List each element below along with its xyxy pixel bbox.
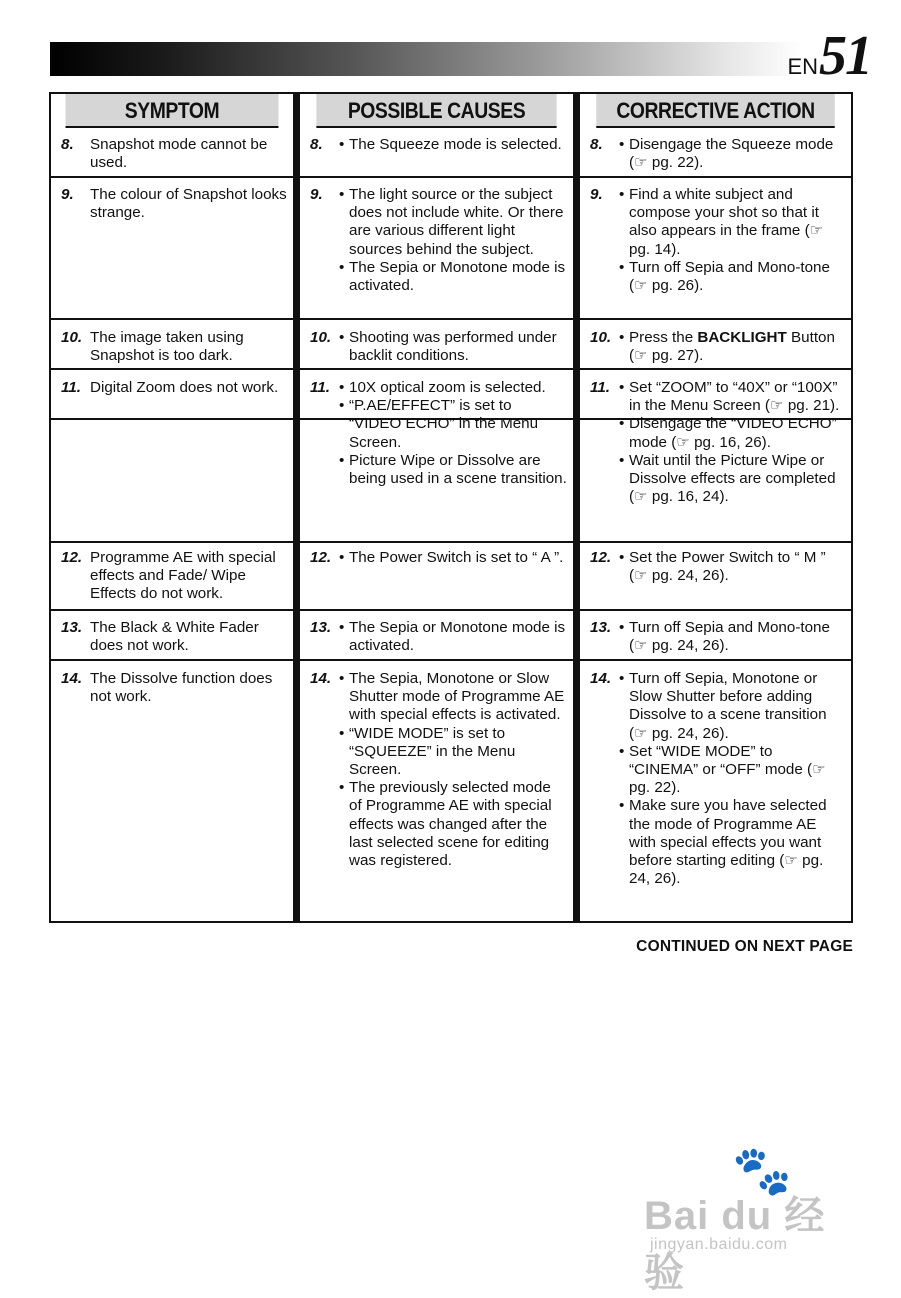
symptom-cell	[61, 329, 287, 365]
actions-list	[619, 329, 845, 365]
action-item: • Turn off Sepia and Mono-tone (☞ pg. 24, 26).	[619, 619, 845, 655]
cause-item: • The Sepia or Monotone mode is activated.	[339, 259, 567, 295]
row-number: 12.	[61, 549, 83, 566]
action-item: • Wait until the Picture Wipe or Dissolve effects are completed (☞ pg. 16, 24).	[619, 452, 845, 507]
row-number: 9.	[590, 186, 603, 203]
row-divider	[51, 609, 293, 611]
cause-item: • The Squeeze mode is selected.	[339, 136, 567, 154]
row-number: 13.	[310, 619, 332, 636]
action-cell	[590, 329, 845, 365]
symptom-text: Digital Zoom does not work.	[90, 379, 279, 396]
action-cell	[590, 670, 845, 888]
row-divider	[300, 541, 573, 543]
actions-list	[619, 670, 845, 888]
causes-header: POSSIBLE CAUSES	[316, 94, 556, 128]
row-divider	[51, 176, 293, 178]
cause-item: • The light source or the subject does not include white. Or there are various different light sources behind the subject.	[339, 186, 567, 259]
causes-list	[339, 136, 567, 154]
action-cell	[590, 549, 845, 585]
cause-item: • The Sepia or Monotone mode is activated.	[339, 619, 567, 655]
row-divider	[580, 176, 851, 178]
action-header: CORRECTIVE ACTION	[596, 94, 834, 128]
actions-list	[619, 549, 845, 585]
symptom-cell	[61, 379, 287, 397]
symptom-text: The Black & White Fader does not work.	[90, 619, 259, 655]
row-divider	[300, 318, 573, 320]
row-number: 11.	[310, 379, 330, 396]
row-number: 13.	[61, 619, 83, 636]
row-number: 10.	[61, 329, 83, 346]
causes-column	[300, 94, 573, 921]
row-number: 13.	[590, 619, 612, 636]
row-divider	[51, 659, 293, 661]
action-text: Press the	[629, 329, 698, 346]
row-number: 8.	[61, 136, 74, 153]
action-item: • Set “WIDE MODE” to “CINEMA” or “OFF” mode (☞ pg. 22).	[619, 743, 845, 798]
watermark-logo: Bai du 经验	[644, 1194, 826, 1295]
row-divider	[580, 609, 851, 611]
actions-list	[619, 379, 845, 506]
symptom-cell	[61, 186, 287, 222]
row-number: 10.	[590, 329, 612, 346]
causes-list	[339, 549, 567, 567]
row-number: 12.	[310, 549, 332, 566]
cause-item: • The previously selected mode of Programme AE with special effects was changed after the last selected scene for editing was registered.	[339, 779, 567, 870]
symptom-cell	[61, 136, 287, 172]
row-divider	[300, 659, 573, 661]
action-column	[580, 94, 851, 921]
baidu-watermark	[644, 1145, 854, 1295]
row-number: 12.	[590, 549, 612, 566]
cause-cell	[310, 186, 567, 295]
causes-list	[339, 619, 567, 655]
paw-icon: 🐾	[732, 1145, 792, 1198]
causes-list	[339, 379, 567, 488]
row-divider	[51, 541, 293, 543]
cause-cell	[310, 329, 567, 365]
row-number: 8.	[590, 136, 603, 153]
action-item: • Disengage the “VIDEO ECHO” mode (☞ pg. 16, 26).	[619, 415, 845, 451]
row-number: 10.	[310, 329, 332, 346]
cause-cell	[310, 670, 567, 870]
action-cell	[590, 186, 845, 295]
symptom-cell	[61, 619, 287, 655]
page-number	[787, 25, 871, 87]
row-divider	[300, 368, 573, 370]
backlight-button-label: BACKLIGHT	[697, 329, 787, 346]
cause-cell	[310, 136, 567, 154]
action-cell	[590, 379, 845, 506]
cause-cell	[310, 379, 567, 488]
actions-list	[619, 619, 845, 655]
row-number: 11.	[590, 379, 610, 396]
action-item: • Disengage the Squeeze mode (☞ pg. 22).	[619, 136, 845, 172]
symptom-cell	[61, 670, 287, 706]
symptom-text: The image taken using Snapshot is too dark.	[90, 329, 244, 365]
action-item: • Set the Power Switch to “ M ” (☞ pg. 24, 26).	[619, 549, 845, 585]
causes-list	[339, 186, 567, 295]
row-number: 11.	[61, 379, 81, 396]
cause-item: • The Sepia, Monotone or Slow Shutter mode of Programme AE with special effects is activated.	[339, 670, 567, 725]
row-number: 8.	[310, 136, 323, 153]
action-item: • Turn off Sepia, Monotone or Slow Shutter before adding Dissolve to a scene transition (☞ pg. 24, 26).	[619, 670, 845, 743]
row-divider	[300, 609, 573, 611]
row-number: 14.	[61, 670, 83, 687]
cause-cell	[310, 619, 567, 655]
cause-item: • 10X optical zoom is selected.	[339, 379, 567, 397]
symptom-cell	[61, 549, 287, 604]
cause-cell	[310, 549, 567, 567]
action-item	[619, 329, 845, 365]
cause-item: • Shooting was performed under backlit conditions.	[339, 329, 567, 365]
page-prefix: EN	[787, 54, 818, 79]
action-item: • Find a white subject and compose your shot so that it also appears in the frame (☞ pg. 14).	[619, 186, 845, 259]
action-item: • Turn off Sepia and Mono-tone (☞ pg. 26).	[619, 259, 845, 295]
action-cell	[590, 619, 845, 655]
symptom-header: SYMPTOM	[66, 94, 279, 128]
row-number: 14.	[590, 670, 612, 687]
causes-list	[339, 329, 567, 365]
actions-list	[619, 136, 845, 172]
actions-list	[619, 186, 845, 295]
page-number-value: 51	[819, 25, 871, 87]
action-cell	[590, 136, 845, 172]
action-item: • Set “ZOOM” to “40X” or “100X” in the Menu Screen (☞ pg. 21).	[619, 379, 845, 415]
row-divider	[300, 176, 573, 178]
row-number: 14.	[310, 670, 332, 687]
troubleshooting-table	[49, 92, 853, 923]
header-gradient-bar	[50, 42, 802, 76]
row-divider	[580, 318, 851, 320]
cause-item: • “WIDE MODE” is set to “SQUEEZE” in the Menu Screen.	[339, 725, 567, 780]
cause-item: • The Power Switch is set to “ A ”.	[339, 549, 567, 567]
row-divider	[580, 368, 851, 370]
symptom-text: Programme AE with special effects and Fade/ Wipe Effects do not work.	[90, 549, 276, 603]
symptom-text: The colour of Snapshot looks strange.	[90, 186, 287, 222]
row-divider	[51, 318, 293, 320]
cause-item: • “P.AE/EFFECT” is set to “VIDEO ECHO” in the Menu Screen.	[339, 397, 567, 452]
continued-note: CONTINUED ON NEXT PAGE	[636, 938, 853, 955]
watermark-url: jingyan.baidu.com	[650, 1236, 788, 1253]
row-divider	[580, 541, 851, 543]
cause-item: • Picture Wipe or Dissolve are being used in a scene transition.	[339, 452, 567, 488]
symptom-text: The Dissolve function does not work.	[90, 670, 273, 706]
row-divider	[51, 418, 293, 420]
causes-list	[339, 670, 567, 870]
action-text: Button (☞ pg. 27).	[629, 329, 835, 365]
row-number: 9.	[61, 186, 74, 203]
row-divider	[580, 659, 851, 661]
action-item: • Make sure you have selected the mode of Programme AE with special effects you want before starting editing (☞ pg. 24, 26).	[619, 797, 845, 888]
symptom-text: Snapshot mode cannot be used.	[90, 136, 268, 172]
row-divider	[51, 368, 293, 370]
symptom-column	[51, 94, 293, 921]
row-number: 9.	[310, 186, 323, 203]
